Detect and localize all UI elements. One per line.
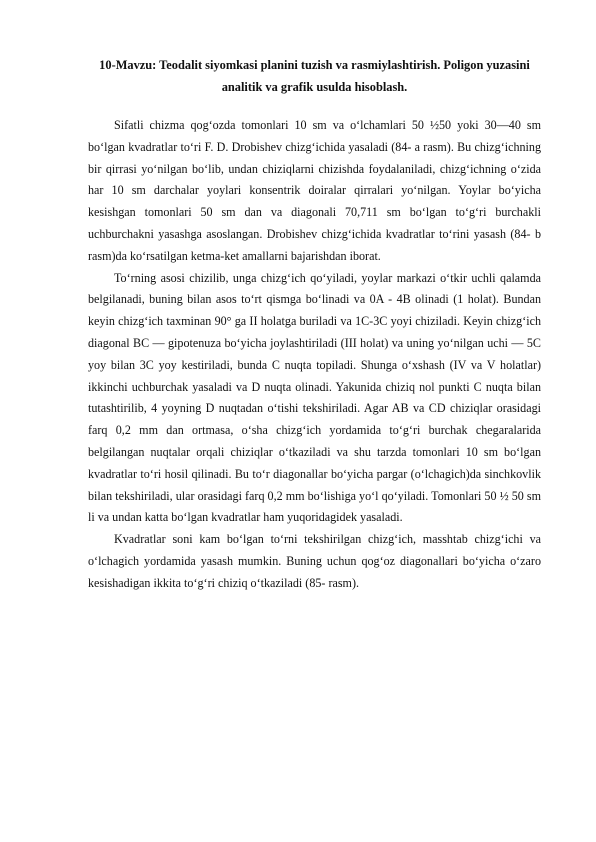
paragraph-2: To‘rning asosi chizilib, unga chizg‘ich qo‘yiladi, yoylar markazi o‘tkir uchli qalamda belgilanadi, buning bilan asos to‘rt qismga bo‘linadi va 0A - 4B olinadi (1 holat). Bundan keyin chizg‘ich taxminan 90° ga II holatga buriladi va 1C-3C yoyi chiziladi. Keyin chizg‘ich diagonal BC — gipotenuza bo‘yicha joylashtiriladi (III holat) va uning yo‘nilgan uchi — 5C yoy bilan 3C yoy kestiriladi, bunda C nuqta topiladi. Shunga o‘xshash (IV va V holatlar) ikkinchi uchburchak yasaladi va D nuqta olinadi. Yakunida chiziq nol punkti C nuqta bilan tutashtirilib, 4 yoyning D nuqtadan o‘tishi tekshiriladi. Agar AB va CD chiziqlar orasidagi farq 0,2 mm dan ortmasa, o‘sha chizg‘ich yordamida to‘g‘ri burchak chegaralarida belgilangan nuqtalar orqali chiziqlar o‘tkaziladi va shu tarzda tomonlari 10 sm bo‘lgan kvadratlar to‘ri hosil qilinadi. Bu to‘r diagonallar bo‘yicha pargar (o‘lchagich)da sinchkovlik bilan tekshiriladi, ular orasidagi farq 0,2 mm bo‘lishiga yo‘l qo‘yiladi. Tomonlari 50 ½ 50 sm li va undan katta bo‘lgan kvadratlar ham yuqoridagidek yasaladi.	[88, 270, 541, 525]
document-title: 10-Mavzu: Teodalit siyomkasi planini tuzish va rasmiylashtirish. Poligon yuzasini analitik va grafik usulda hisoblash.	[99, 58, 530, 94]
paragraph-1: Sifatli chizma qog‘ozda tomonlari 10 sm va o‘lchamlari 50 ½50 yoki 30—40 sm bo‘lgan kvadratlar to‘ri F. D. Drobishev chizg‘ichida yasaladi (84- a rasm). Bu chizg‘ichning bir qirrasi yo‘nilgan bo‘lib, undan chiziqlarni chizishda foydalaniladi, chizg‘ichning o‘zida har 10 sm darchalar yoylari konsentrik doiralar qirralari yo‘nilgan. Yoylar bo‘yicha kesishgan tomonlari 50 sm dan va diagonali 70,711 sm bo‘lgan to‘g‘ri burchakli uchburchakni yasashga asoslangan. Drobishev chizg‘ichida kvadratlar to‘rini yasash (84- b rasm)da ko‘rsatilgan ketma-ket amallarni bajarishdan iborat.	[88, 118, 541, 263]
paragraph-3: Kvadratlar soni kam bo‘lgan to‘rni tekshirilgan chizg‘ich, masshtab chizg‘ichi va o‘lchagich yordamida yasash mumkin. Buning uchun qog‘oz diagonallari bo‘yicha o‘zaro kesishadigan ikkita to‘g‘ri chiziq o‘tkaziladi (85- rasm).	[88, 532, 541, 590]
document-page	[88, 54, 541, 595]
